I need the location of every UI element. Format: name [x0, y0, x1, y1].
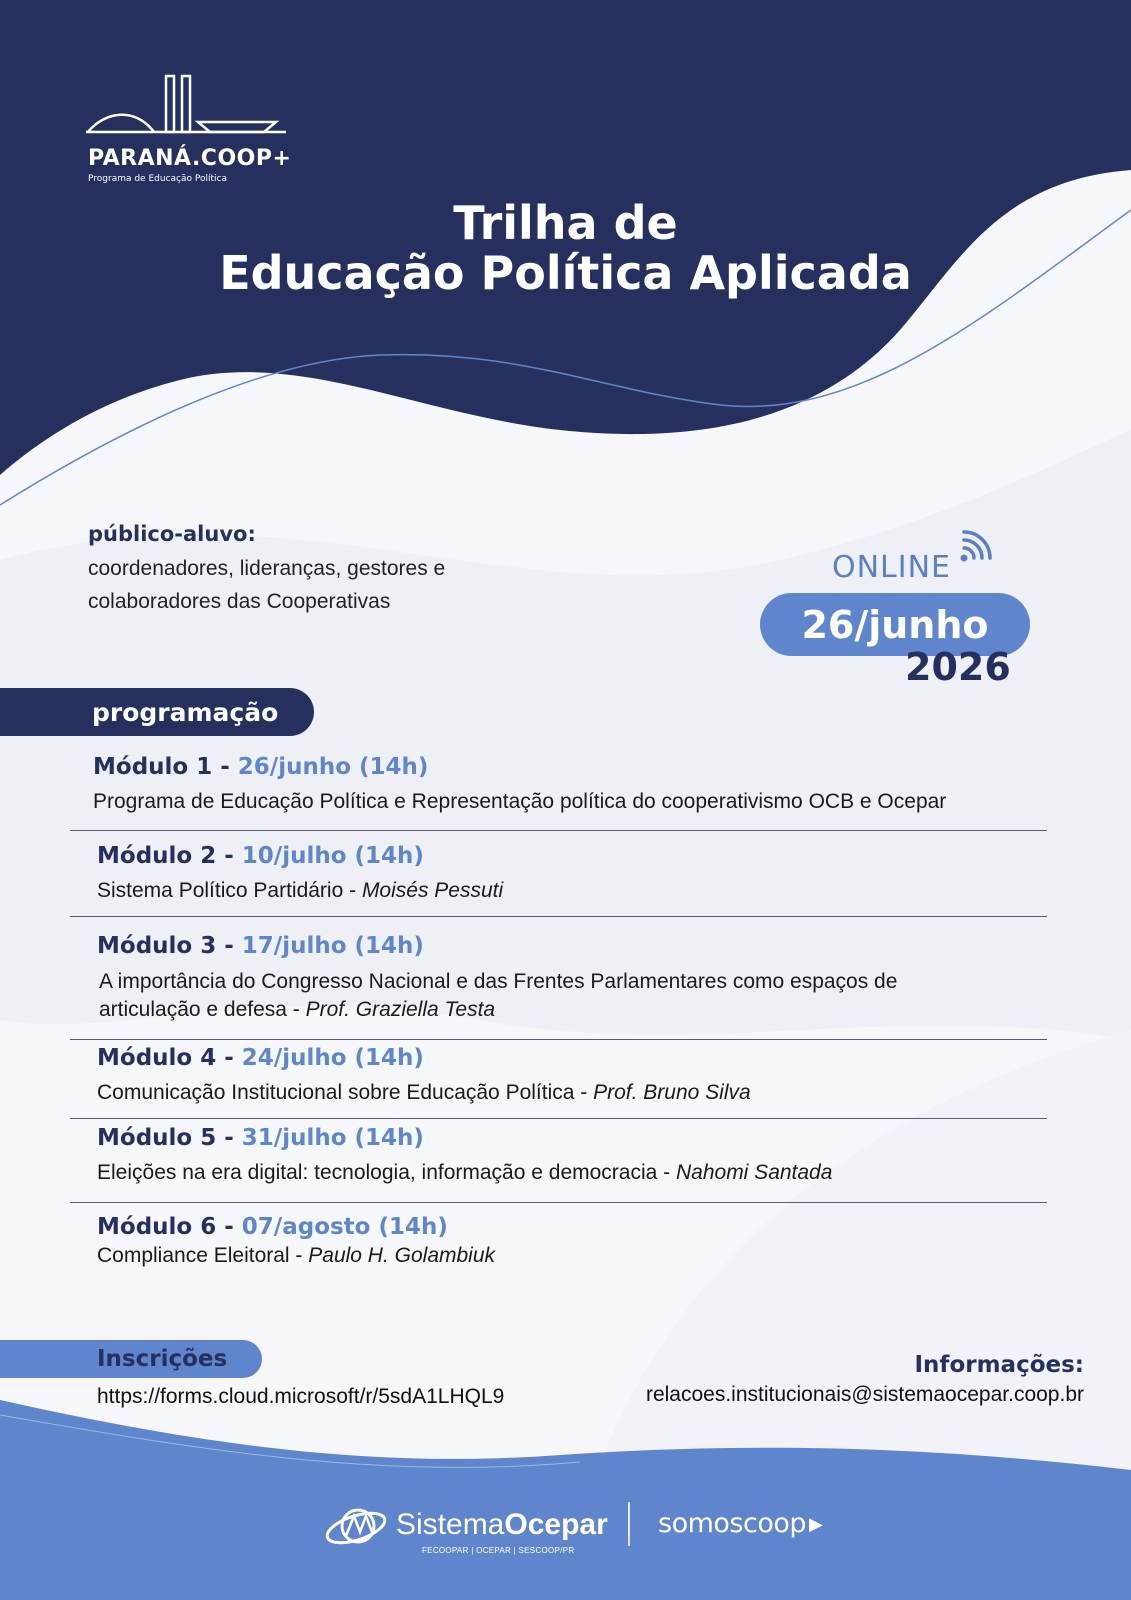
audience-section: [88, 522, 608, 618]
module-4-name: Módulo 4 -: [97, 1045, 242, 1071]
module-6-title: [97, 1214, 448, 1240]
module-2-name: Módulo 2 -: [97, 843, 242, 869]
module-5-speaker: Nahomi Santada: [675, 1161, 833, 1184]
logo-separator: [628, 1502, 630, 1546]
module-3-speaker: Prof. Graziella Testa: [305, 998, 496, 1021]
module-1-date: 26/junho (14h): [237, 754, 429, 780]
module-2-description: [97, 877, 997, 905]
module-3-name: Módulo 3 -: [97, 933, 242, 959]
module-5-name: Módulo 5 -: [97, 1125, 242, 1151]
play-arrow-icon: ▶: [809, 1514, 823, 1535]
sistema-ocepar-logo: [322, 1500, 612, 1560]
module-3-desc: A importância do Congresso Nacional e das Frentes Parlamentares como espaços de articulação e defesa -: [99, 970, 898, 1021]
ocepar-subtitle: FECOOPAR | OCEPAR | SESCOOP/PR: [422, 1546, 575, 1555]
logo-tagline: Programa de Educação Política: [88, 174, 227, 184]
divider: [70, 1039, 1047, 1040]
informacoes-heading: Informações:: [914, 1352, 1084, 1378]
parana-coop-logo: [86, 70, 326, 190]
title-line-2: Educação Política Aplicada: [219, 246, 912, 300]
module-5-title: [97, 1125, 424, 1151]
module-6-name: Módulo 6 -: [97, 1214, 242, 1240]
ocepar-prefix: Sistema: [396, 1508, 505, 1541]
module-4-date: 24/julho (14h): [241, 1045, 424, 1071]
divider: [70, 916, 1047, 917]
module-2-title: [97, 843, 424, 869]
divider: [70, 830, 1047, 831]
registration-link[interactable]: https://forms.cloud.microsoft/r/5sdA1LHQL9: [97, 1385, 505, 1408]
module-3-title: [97, 933, 424, 959]
module-6-desc: Compliance Eleitoral -: [97, 1244, 309, 1267]
module-4-description: [97, 1079, 997, 1107]
module-5-description: [97, 1159, 997, 1187]
audience-label: público-aluvo:: [88, 522, 256, 546]
congress-building-icon: [86, 70, 286, 140]
online-label: ONLINE: [832, 550, 952, 585]
page-title: [0, 198, 1131, 298]
divider: [70, 1202, 1047, 1203]
module-6-speaker: Paulo H. Golambiuk: [308, 1244, 496, 1267]
programacao-heading: programação: [0, 688, 314, 736]
module-2-date: 10/julho (14h): [241, 843, 424, 869]
module-4-desc: Comunicação Institucional sobre Educação Política -: [97, 1081, 594, 1104]
event-date-pill: 26/junho: [760, 593, 1030, 656]
audience-line-2: colaboradores das Cooperativas: [88, 590, 391, 613]
ocepar-wordmark: [396, 1508, 608, 1542]
module-3-description: [99, 968, 999, 1024]
ocepar-bold: Ocepar: [504, 1508, 608, 1541]
module-6-description: [97, 1242, 997, 1270]
module-6-date: 07/agosto (14h): [241, 1214, 448, 1240]
module-4-title: [97, 1045, 424, 1071]
module-4-speaker: Prof. Bruno Silva: [593, 1081, 751, 1104]
module-5-desc: Eleições na era digital: tecnologia, informação e democracia -: [97, 1161, 676, 1184]
title-line-1: Trilha de: [453, 196, 678, 250]
module-2-speaker: Moisés Pessuti: [361, 879, 504, 902]
wifi-signal-icon: [958, 530, 992, 564]
divider: [70, 1118, 1047, 1119]
module-2-desc: Sistema Político Partidário -: [97, 879, 362, 902]
logo-wordmark: PARANÁ.COOP+: [88, 146, 292, 171]
module-1-name: Módulo 1 -: [93, 754, 238, 780]
module-1-description: [93, 788, 1053, 816]
contact-email-link[interactable]: relacoes.institucionais@sistemaocepar.coop.br: [645, 1383, 1084, 1406]
audience-line-1: coordenadores, lideranças, gestores e: [88, 557, 446, 580]
somoscoop-wordmark: somoscoop: [658, 1508, 806, 1539]
module-1-desc: Programa de Educação Política e Representação política do cooperativismo OCB e Ocepar: [93, 790, 947, 813]
event-year: 2026: [905, 645, 1011, 689]
module-1-title: [93, 754, 428, 780]
inscricoes-heading: Inscrições: [0, 1340, 262, 1378]
ocepar-globe-icon: [322, 1502, 392, 1550]
somoscoop-logo: [658, 1508, 822, 1539]
module-3-date: 17/julho (14h): [241, 933, 424, 959]
module-5-date: 31/julho (14h): [241, 1125, 424, 1151]
